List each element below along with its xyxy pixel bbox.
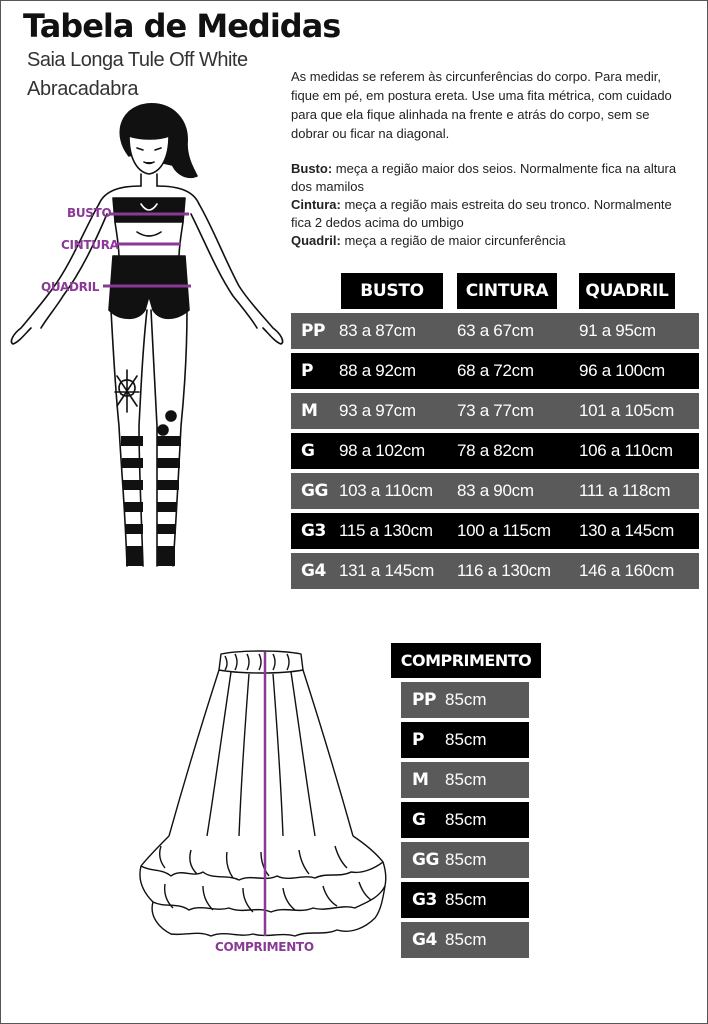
length-row: [401, 842, 529, 878]
length-value-cell: 85cm: [445, 890, 487, 909]
length-value-cell: 85cm: [445, 930, 487, 949]
definition-term: Busto:: [291, 161, 333, 176]
header-cintura: CINTURA: [457, 273, 557, 309]
definition-cintura: [291, 196, 691, 232]
measuring-instructions: As medidas se referem às circunferências do corpo. Para medir, fique em pé, em postura ereta. Use uma fita métrica, com cuidado para que ela fique alinhada na frente e atrás do corpo, sem se dobrar ou ficar na diagonal.: [291, 69, 672, 141]
header-busto: BUSTO: [341, 273, 443, 309]
table-row: [291, 513, 699, 549]
definition-term: Quadril:: [291, 233, 341, 248]
quadril-cell: 106 a 110cm: [579, 441, 673, 460]
length-table-body: [391, 682, 541, 958]
table-row: [291, 553, 699, 589]
cintura-cell: 83 a 90cm: [457, 481, 534, 500]
cintura-cell: 73 a 77cm: [457, 401, 534, 420]
busto-cell: 131 a 145cm: [339, 561, 434, 580]
length-table-header: COMPRIMENTO: [391, 643, 541, 678]
length-row: [401, 802, 529, 838]
cintura-cell: 78 a 82cm: [457, 441, 534, 460]
busto-cell: 98 a 102cm: [339, 441, 425, 460]
busto-cell: 93 a 97cm: [339, 401, 416, 420]
length-row: [401, 722, 529, 758]
size-cell: G: [301, 441, 315, 461]
definition-text: meça a região de maior circunferência: [340, 233, 566, 248]
length-size-cell: G4: [412, 930, 437, 950]
skirt-icon: [131, 646, 391, 946]
length-row: [401, 762, 529, 798]
size-cell: GG: [301, 481, 328, 501]
table-row: [291, 473, 699, 509]
quadril-cell: 101 a 105cm: [579, 401, 674, 420]
length-size-cell: GG: [412, 850, 439, 870]
quadril-cell: 91 a 95cm: [579, 321, 656, 340]
definition-text: meça a região mais estreita do seu tronco. Normalmente fica 2 dedos acima do umbigo: [291, 197, 672, 230]
busto-cell: 88 a 92cm: [339, 361, 416, 380]
skirt-illustration: [131, 646, 391, 946]
quadril-cell: 96 a 100cm: [579, 361, 665, 380]
length-row: [401, 682, 529, 718]
cintura-cell: 116 a 130cm: [457, 561, 551, 580]
measurements-table: [291, 273, 699, 589]
product-name: Saia Longa Tule Off White: [27, 49, 248, 71]
length-row: [401, 882, 529, 918]
busto-cell: 83 a 87cm: [339, 321, 416, 340]
table-row: [291, 353, 699, 389]
length-size-cell: PP: [412, 690, 436, 710]
size-cell: G4: [301, 561, 326, 581]
length-row: [401, 922, 529, 958]
table-body: [291, 313, 699, 589]
length-size-cell: G: [412, 810, 426, 830]
size-cell: P: [301, 361, 313, 381]
length-value-cell: 85cm: [445, 850, 487, 869]
length-table: [391, 643, 541, 958]
table-row: [291, 393, 699, 429]
length-size-cell: P: [412, 730, 424, 750]
busto-cell: 115 a 130cm: [339, 521, 433, 540]
quadril-cell: 111 a 118cm: [579, 481, 671, 500]
header-quadril: QUADRIL: [579, 273, 675, 309]
quadril-cell: 130 a 145cm: [579, 521, 674, 540]
cintura-cell: 100 a 115cm: [457, 521, 551, 540]
body-figure-icon: [1, 96, 293, 586]
page-title: Tabela de Medidas: [23, 7, 341, 45]
length-value-cell: 85cm: [445, 730, 487, 749]
cintura-cell: 68 a 72cm: [457, 361, 534, 380]
size-cell: G3: [301, 521, 326, 541]
length-size-cell: M: [412, 770, 429, 790]
table-header: [291, 273, 699, 309]
measurement-definitions: [291, 160, 691, 250]
size-cell: M: [301, 401, 318, 421]
cintura-cell: 63 a 67cm: [457, 321, 534, 340]
brand-name: Abracadabra: [27, 78, 139, 100]
quadril-label: QUADRIL: [41, 280, 100, 294]
definition-term: Cintura:: [291, 197, 341, 212]
busto-label: BUSTO: [67, 206, 112, 220]
definition-text: meça a região maior dos seios. Normalmente fica na altura dos mamilos: [291, 161, 677, 194]
table-row: [291, 313, 699, 349]
body-illustration: [1, 96, 293, 586]
cintura-label: CINTURA: [61, 238, 119, 252]
size-cell: PP: [301, 321, 325, 341]
quadril-cell: 146 a 160cm: [579, 561, 674, 580]
length-size-cell: G3: [412, 890, 437, 910]
length-value-cell: 85cm: [445, 690, 487, 709]
definition-quadril: [291, 232, 691, 250]
comprimento-label: COMPRIMENTO: [215, 940, 314, 954]
definition-busto: [291, 160, 691, 196]
busto-cell: 103 a 110cm: [339, 481, 433, 500]
table-row: [291, 433, 699, 469]
length-value-cell: 85cm: [445, 770, 487, 789]
length-value-cell: 85cm: [445, 810, 487, 829]
